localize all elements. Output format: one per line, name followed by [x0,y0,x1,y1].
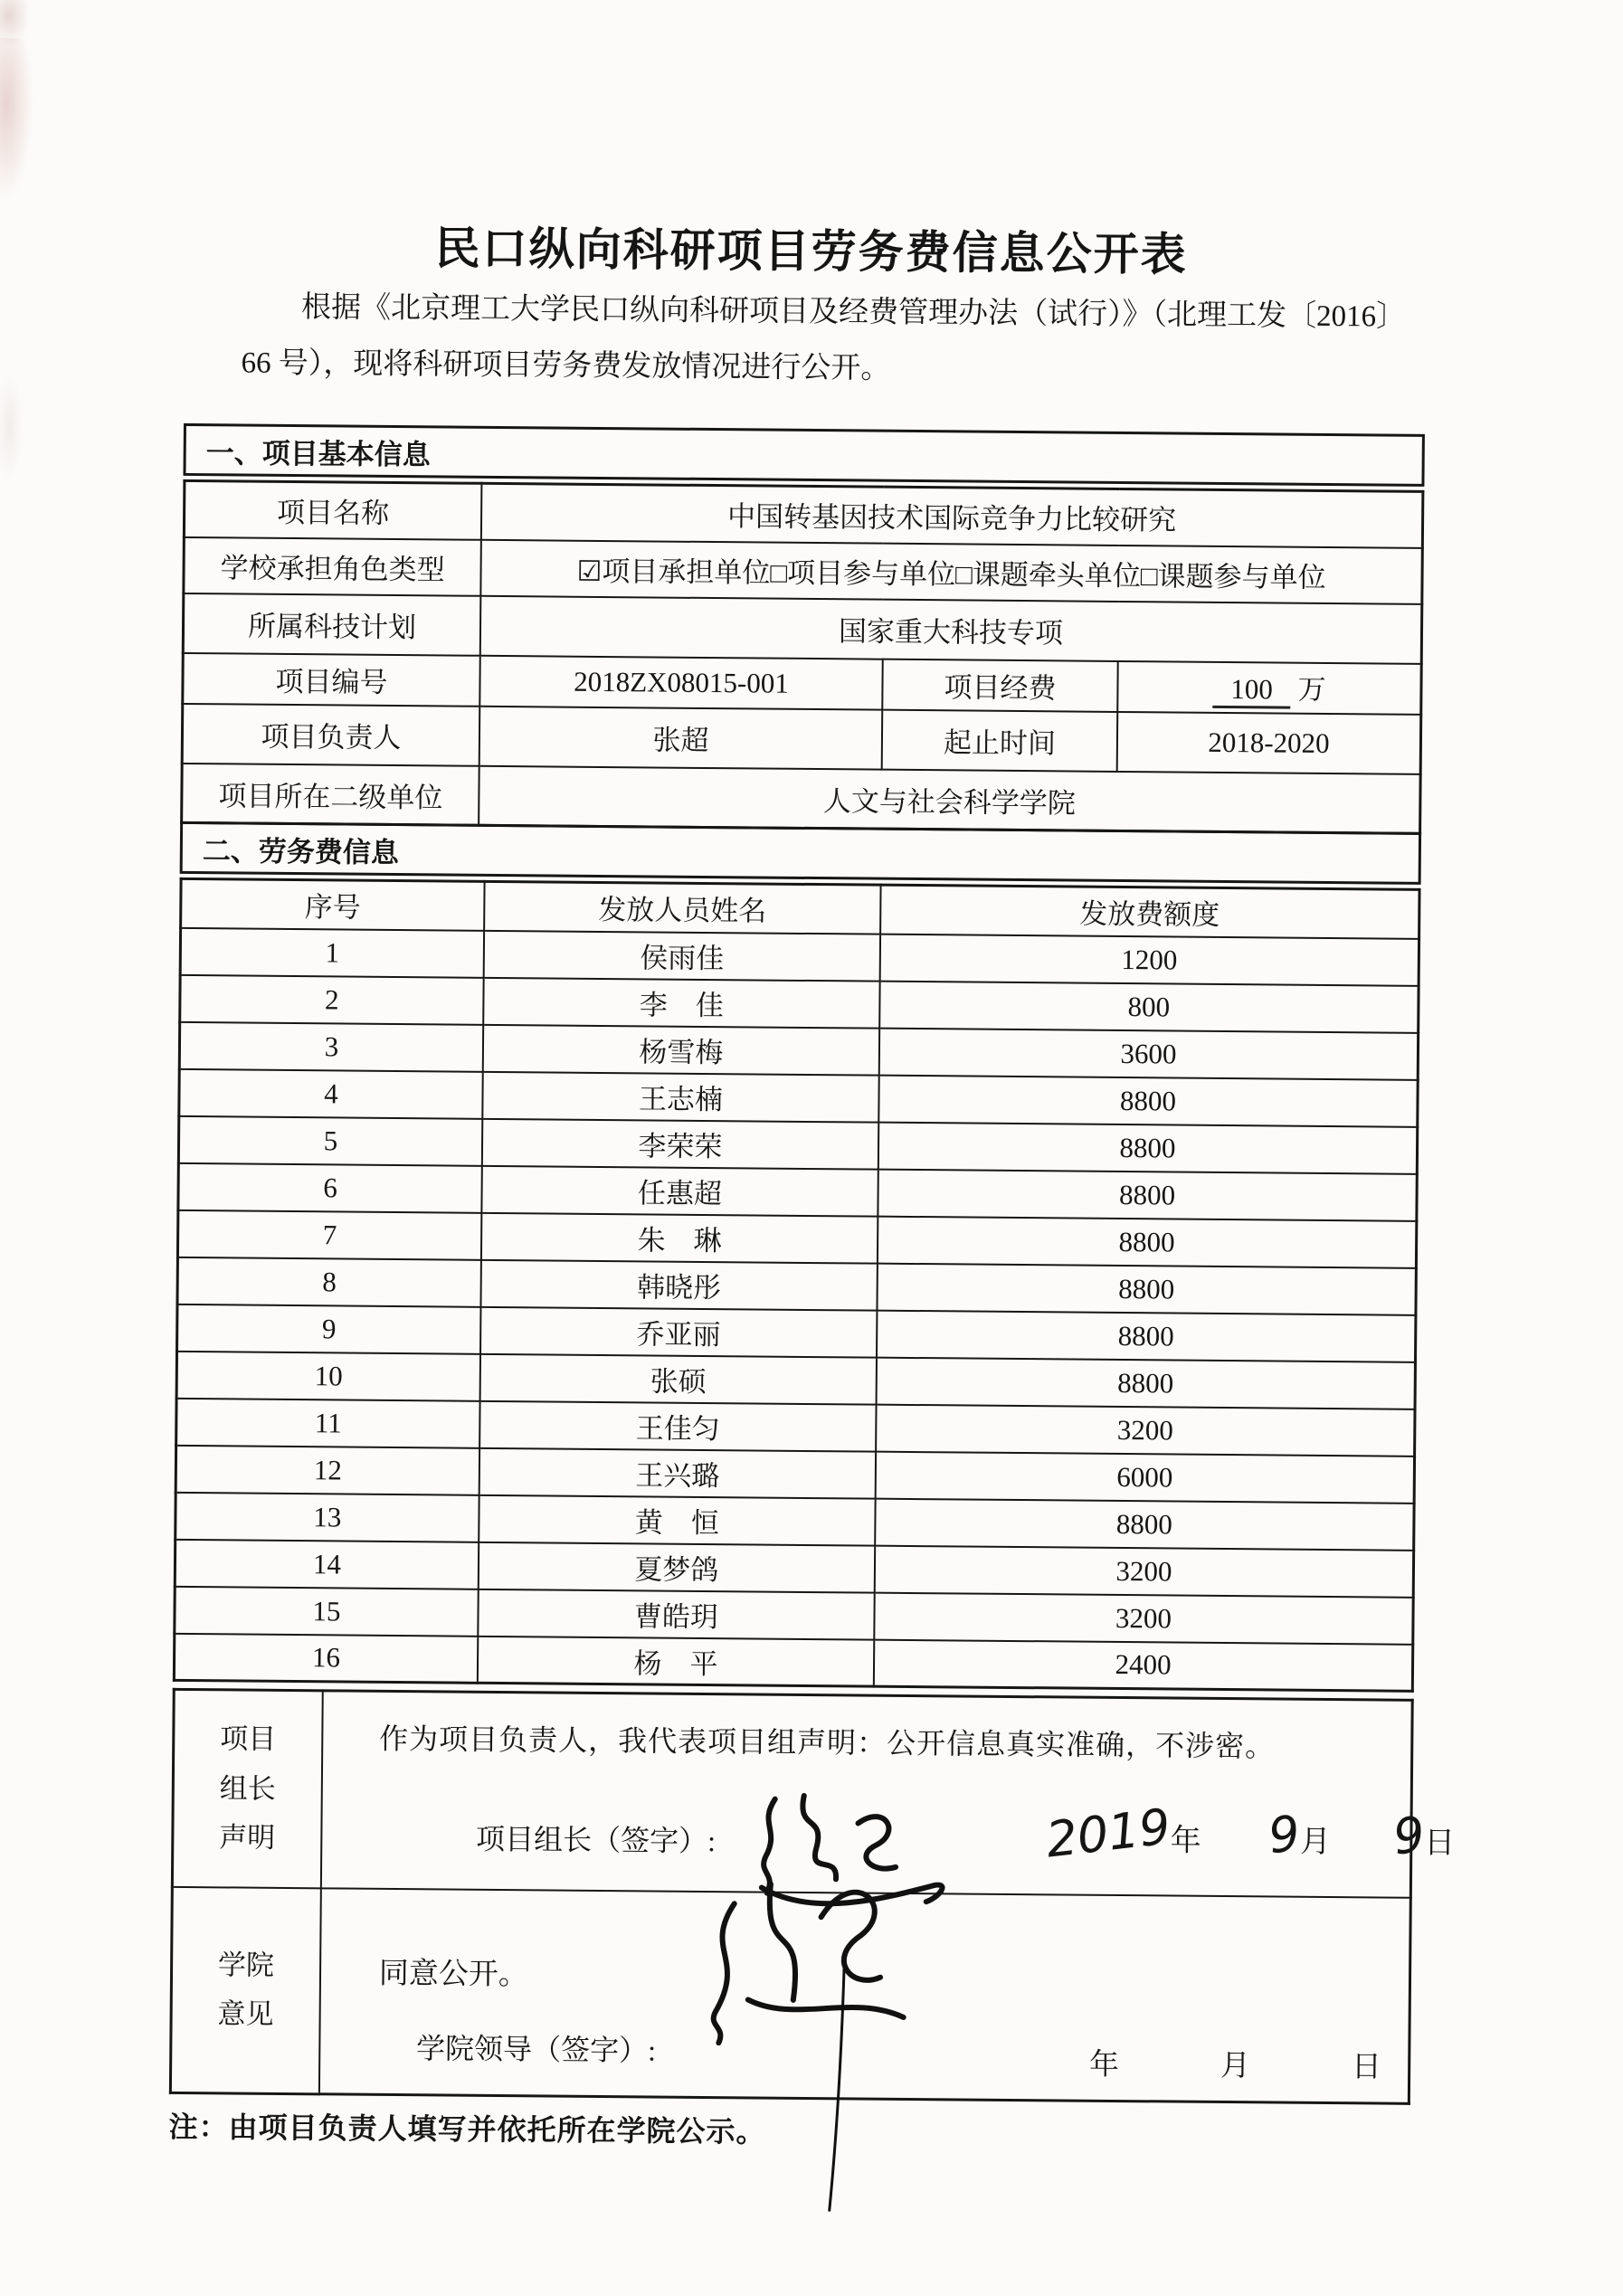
fee-no: 10 [176,1351,480,1400]
hand-day: 9 [1390,1806,1428,1866]
fee-amount: 8800 [877,1357,1416,1409]
project-name-value: 中国转基因技术国际竞争力比较研究 [481,483,1423,547]
fee-amount: 3200 [875,1545,1414,1597]
fee-name: 朱 琳 [481,1212,878,1263]
fee-no: 16 [174,1633,478,1683]
project-code-value: 2018ZX08015-001 [479,655,882,709]
period-value: 2018-2020 [1117,711,1421,773]
signature-table [169,1688,1456,2105]
fee-name: 张硕 [479,1353,877,1404]
fee-amount: 8800 [878,1169,1417,1220]
fee-amount: 6000 [876,1451,1415,1503]
fee-name: 王志楠 [482,1071,879,1122]
fee-amount: 8800 [875,1498,1414,1550]
hand-month: 9 [1266,1804,1304,1865]
fee-amount: 8800 [878,1122,1418,1173]
year-char: 年 [1088,2048,1120,2082]
fee-no: 1 [180,927,484,977]
role-type-label: 学校承担角色类型 [184,536,481,595]
college-sign-label: 学院领导（签字）: [415,2031,657,2067]
intro-paragraph: 根据《北京理工大学民口纵向科研项目及经费管理办法（试行）》（北理工发〔2016〕66 号），现将科研项目劳务费发放情况进行公开。 [241,291,1391,385]
fee-no: 3 [179,1021,483,1071]
fee-name: 韩晓彤 [480,1259,878,1310]
declaration-date [1043,1798,1456,1869]
section2-heading: 二、劳务费信息 [180,821,1421,885]
fee-no: 2 [180,974,484,1024]
college-opinion-label: 学院 意见 [170,1886,320,2093]
fee-row [174,1633,1412,1691]
leader-value: 张超 [479,706,882,769]
fee-amount: 2400 [874,1639,1413,1691]
scan-smudge [0,38,34,201]
fee-no: 5 [178,1115,482,1165]
role-type-checkboxes: ☑项目承担单位□项目参与单位□课题牵头单位□课题参与单位 [480,539,1422,603]
labor-fee-table [173,878,1421,1693]
leader-sign-label: 项目组长（签字）: [475,1822,717,1858]
fee-no: 6 [178,1162,482,1212]
fee-no: 4 [179,1068,483,1118]
fee-no: 9 [177,1304,481,1353]
fee-name: 侯雨佳 [484,930,881,981]
funding-value [1117,660,1421,714]
college-opinion-row [170,1886,1410,2103]
fee-amount: 800 [879,981,1419,1032]
fee-name: 李荣荣 [482,1118,879,1169]
fee-no: 11 [176,1398,480,1447]
project-info-table [180,479,1424,835]
table-row [182,703,1421,773]
col-header-amount: 发放费额度 [880,885,1419,938]
fee-name: 曹皓玥 [478,1589,875,1639]
section1-heading: 一、项目基本信息 [183,423,1424,487]
fee-no: 14 [175,1539,479,1589]
fee-amount: 8800 [877,1310,1416,1361]
college-agree-text: 同意公开。 [378,1957,528,1991]
fee-amount: 8800 [877,1263,1416,1314]
month-char: 月 [1299,1825,1332,1860]
fee-name: 乔亚丽 [480,1306,878,1357]
hand-year: 2019 [1043,1798,1173,1869]
project-code-label: 项目编号 [183,652,480,706]
fee-name: 李 佳 [483,977,880,1028]
period-label: 起止时间 [882,709,1118,771]
fee-name: 杨 平 [478,1636,875,1686]
funding-amount: 100 [1212,673,1291,709]
fee-amount: 3200 [876,1404,1415,1456]
labor-fee-body [174,927,1419,1691]
fee-no: 8 [177,1257,481,1306]
col-header-name: 发放人员姓名 [484,881,881,934]
unit-value: 人文与社会科学学院 [479,765,1420,833]
table-row [183,593,1422,663]
college-date-blanks [1089,2040,1381,2085]
month-char: 月 [1220,2049,1251,2083]
col-header-no: 序号 [181,878,485,930]
fee-no: 15 [175,1586,479,1636]
funding-unit: 万 [1297,673,1326,706]
fee-name: 任惠超 [481,1165,878,1216]
plan-value: 国家重大科技专项 [480,595,1422,663]
declaration-label: 项目 组长 声明 [172,1689,322,1887]
year-char: 年 [1170,1824,1201,1858]
fee-name: 杨雪梅 [483,1024,880,1075]
college-opinion-cell [319,1888,1411,2104]
college-leader-signature [680,1855,973,2238]
fee-amount: 3200 [874,1592,1413,1644]
footer-note: 注：由项目负责人填写并依托所在学院公示。 [168,2110,766,2149]
fee-amount: 8800 [878,1075,1418,1126]
fee-amount: 3600 [879,1028,1419,1079]
plan-label: 所属科技计划 [183,593,480,655]
scan-smudge [0,373,24,481]
fee-amount: 8800 [878,1216,1417,1267]
page-title: 民口纵向科研项目劳务费信息公开表 [434,223,1188,280]
fee-no: 13 [176,1492,479,1542]
leader-label: 项目负责人 [182,703,479,765]
day-char: 日 [1424,1826,1456,1861]
funding-label: 项目经费 [882,659,1118,711]
fee-amount: 1200 [880,934,1419,985]
scan-smudge [0,0,31,47]
fee-no: 12 [176,1445,479,1494]
project-name-label: 项目名称 [184,480,481,539]
day-char: 日 [1351,2050,1382,2084]
fee-name: 黄 恒 [479,1494,876,1545]
fee-name: 王兴璐 [479,1447,877,1498]
fee-name: 夏梦鸽 [479,1542,876,1592]
declaration-statement: 作为项目负责人，我代表项目组声明：公开信息真实准确，不涉密。 [378,1722,1276,1763]
fee-name: 王佳匀 [479,1400,877,1451]
unit-label: 项目所在二级单位 [182,763,479,825]
fee-no: 7 [177,1210,481,1259]
